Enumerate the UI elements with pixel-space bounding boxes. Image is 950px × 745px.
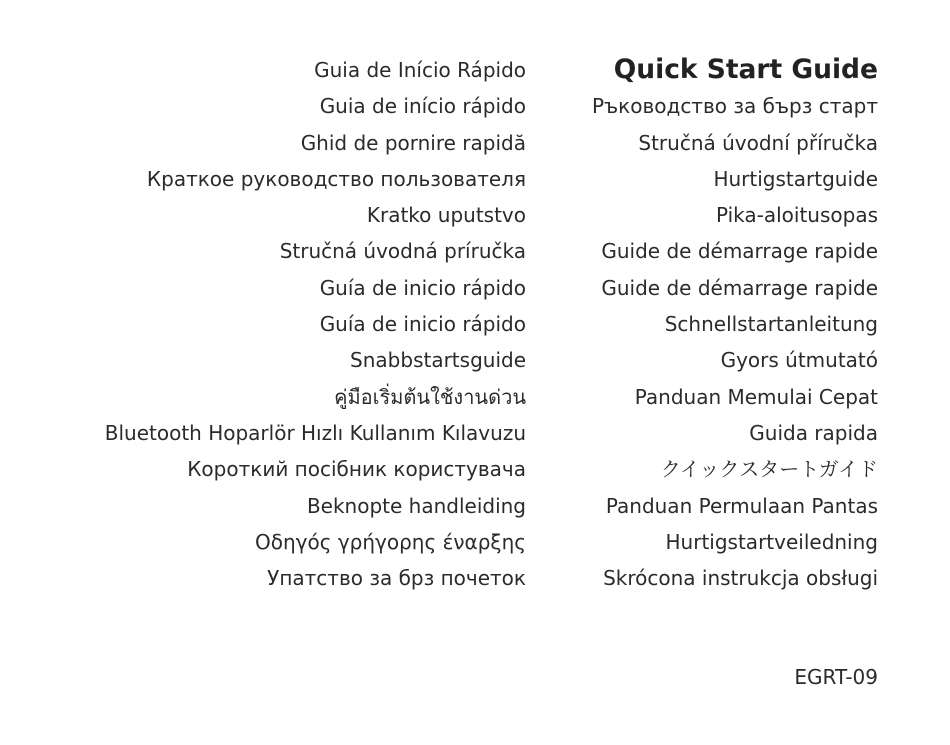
page-title: Quick Start Guide [613,54,878,85]
guide-title-uk: Короткий посібник користувача [187,457,526,482]
guide-title-ms: Panduan Permulaan Pantas [605,493,878,518]
guide-title-it: Guida rapida [749,420,878,445]
right-language-list [558,52,878,596]
guide-title-fr-ca: Guide de démarrage rapide [601,275,878,300]
guide-title-mk: Упатство за брз почеток [267,566,526,591]
guide-title-id: Panduan Memulai Cepat [634,384,878,409]
guide-title-es-la: Guía de inicio rápido [319,312,526,337]
guide-title-sr: Kratko uputstvo [366,203,526,228]
guide-title-fi: Pika-aloitusopas [715,203,878,228]
guide-title-bg: Ръководство за бърз старт [591,94,878,119]
guide-title-ru: Краткое руководство пользователя [146,166,526,191]
guide-title-tr: Bluetooth Hoparlör Hızlı Kullanım Kılavuzu [104,420,526,445]
guide-title-cs: Stručná úvodní příručka [638,130,878,155]
guide-title-de: Schnellstartanleitung [664,312,878,337]
guide-title-nl: Beknopte handleiding [306,493,526,518]
guide-title-fr-fr: Guide de démarrage rapide [601,239,878,264]
guide-title-ro: Ghid de pornire rapidă [300,130,526,155]
guide-title-th: คู่มือเริ่มต้นใช้งานด่วน [334,384,526,409]
guide-title-pt-pt: Guia de início rápido [319,94,526,119]
model-number: EGRT-09 [794,665,878,689]
guide-title-sv: Snabbstartsguide [350,348,526,373]
left-language-list [46,52,526,596]
guide-title-ja: クイックスタートガイド [660,457,878,482]
guide-title-el: Οδηγός γρήγορης έναρξης [255,529,526,554]
guide-title-hu: Gyors útmutató [720,348,878,373]
guide-title-no: Hurtigstartveiledning [665,529,878,554]
guide-title-da: Hurtigstartguide [713,166,878,191]
guide-title-sk: Stručná úvodná príručka [279,239,526,264]
guide-title-pl: Skrócona instrukcja obsługi [603,566,878,591]
guide-title-pt-br: Guia de Início Rápido [314,58,526,82]
guide-title-es-es: Guía de inicio rápido [319,275,526,300]
